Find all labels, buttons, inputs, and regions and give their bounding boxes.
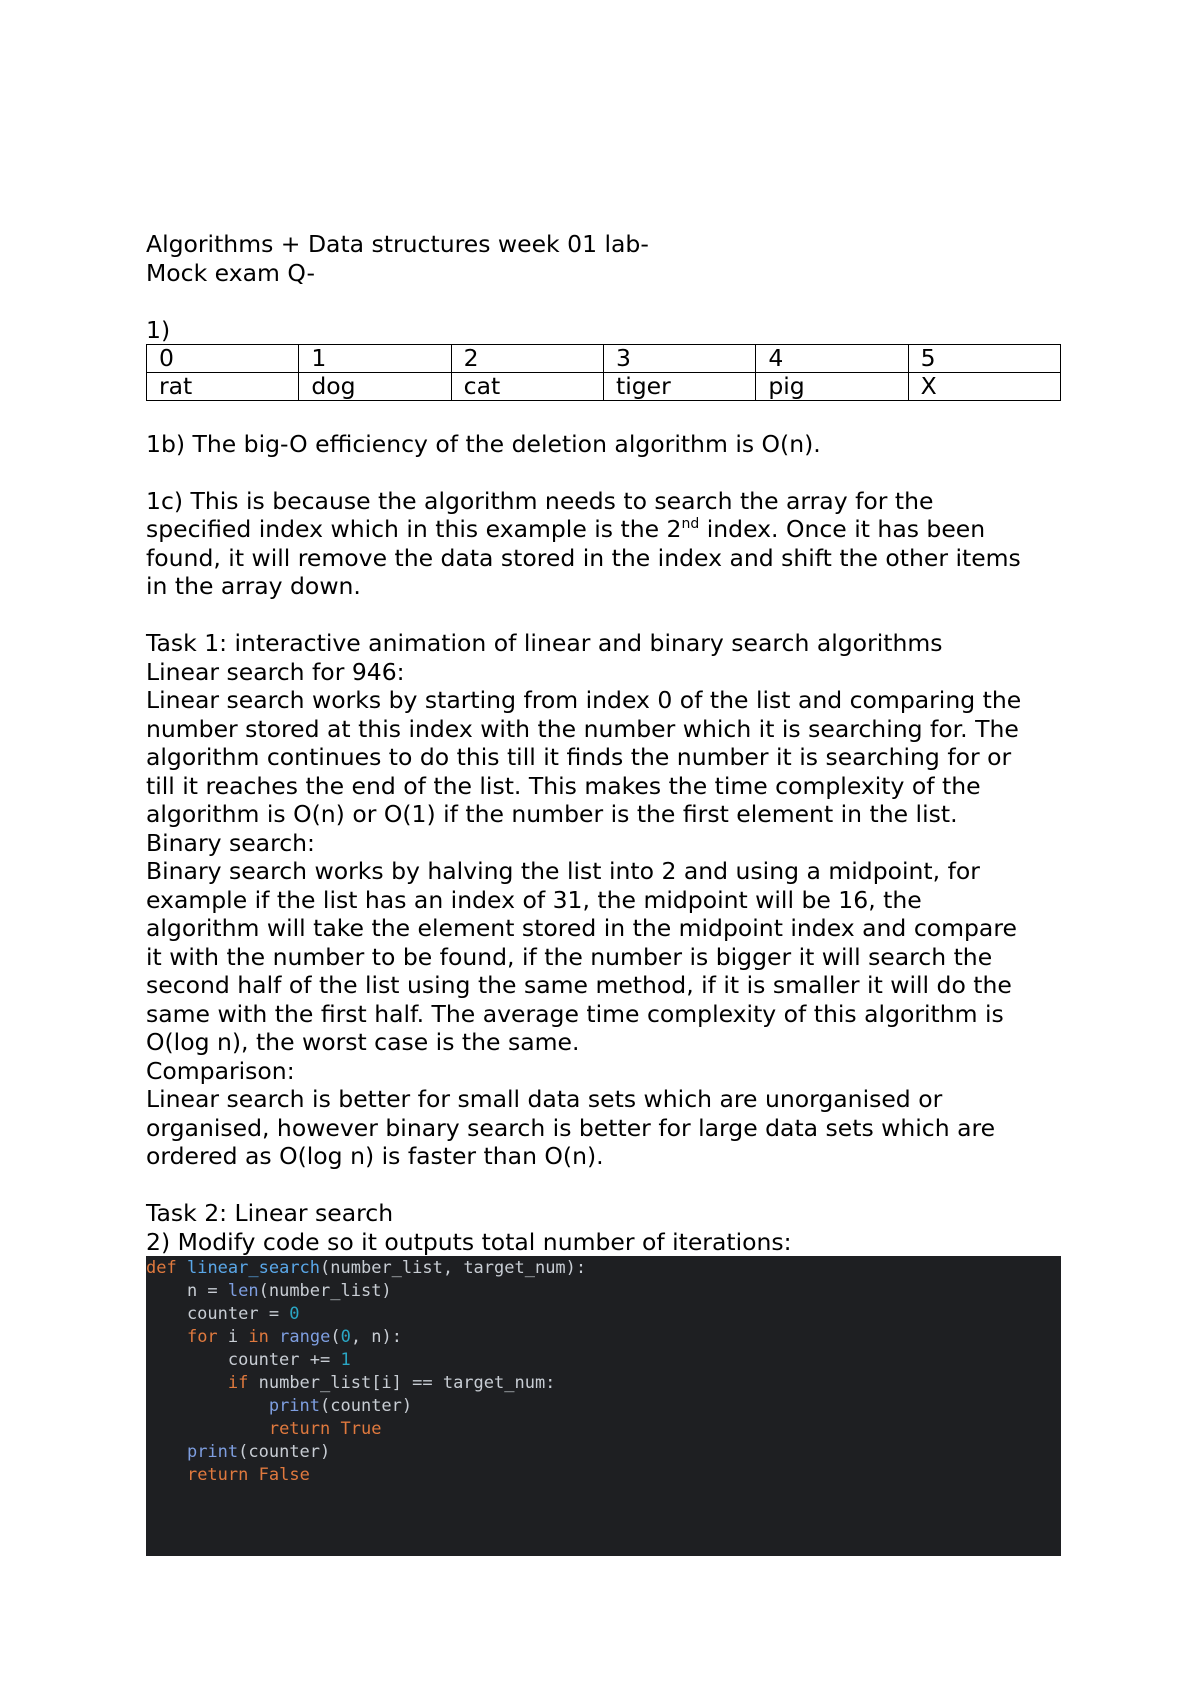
code-function-name: linear_search <box>186 1258 321 1278</box>
code-text: counter = <box>146 1304 290 1324</box>
paragraph-line: organised, however binary search is better for large data sets which are <box>146 1113 996 1142</box>
code-text: n = <box>146 1281 228 1301</box>
code-text <box>269 1327 279 1347</box>
ordinal-superscript: nd <box>681 516 700 533</box>
paragraph-line: same with the first half. The average time complexity of this algorithm is <box>146 999 1004 1028</box>
paragraph-line: number stored at this index with the number which it is searching for. The <box>146 714 1019 743</box>
answer-1c-text: index. Once it has been <box>699 515 986 543</box>
task-1-heading: Task 1: interactive animation of linear and binary search algorithms <box>146 629 943 657</box>
code-keyword: in <box>248 1327 269 1347</box>
code-line <box>146 1349 1061 1372</box>
code-line <box>146 1441 1061 1464</box>
paragraph-line: algorithm is O(n) or O(1) if the number is the first element in the list. <box>146 800 958 828</box>
code-line <box>146 1464 1061 1487</box>
answer-1c-line: in the array down. <box>146 572 361 600</box>
code-builtin: range <box>279 1327 331 1347</box>
code-keyword: True <box>340 1419 382 1439</box>
code-keyword: return <box>268 1419 331 1439</box>
code-line <box>146 1326 1061 1349</box>
code-keyword: def <box>146 1258 177 1278</box>
paragraph-line: O(log n), the worst case is the same. <box>146 1028 580 1056</box>
code-text: i <box>217 1327 249 1347</box>
code-keyword: if <box>227 1373 249 1393</box>
task-2-instruction: 2) Modify code so it outputs total number of iterations: <box>146 1227 792 1256</box>
array-value-cell: tiger <box>603 373 755 401</box>
paragraph-line: algorithm will take the element stored in the midpoint index and compare <box>146 914 1017 942</box>
document-subtitle: Mock exam Q- <box>146 258 315 287</box>
array-index-row <box>147 345 1061 373</box>
code-number: 0 <box>340 1327 351 1347</box>
code-builtin: print <box>268 1396 321 1416</box>
code-text: ( <box>330 1327 341 1347</box>
array-value-cell: pig <box>756 373 908 401</box>
binary-search-heading: Binary search: <box>146 828 315 857</box>
code-block <box>146 1256 1061 1556</box>
paragraph-line: till it reaches the end of the list. This makes the time complexity of the <box>146 771 981 800</box>
paragraph-line: example if the list has an index of 31, the midpoint will be 16, the <box>146 885 922 914</box>
array-index-cell: 1 <box>299 345 451 373</box>
array-index-cell: 2 <box>451 345 603 373</box>
paragraph-line: Binary search works by halving the list into 2 and using a midpoint, for <box>146 857 980 885</box>
code-number: 1 <box>340 1350 351 1370</box>
linear-search-paragraph <box>146 686 1061 829</box>
code-text: counter += <box>146 1350 341 1370</box>
answer-1c-text: specified index which in this example is the 2 <box>146 515 682 543</box>
paragraph-line: Linear search works by starting from index 0 of the list and comparing the <box>146 686 1022 714</box>
array-value-cell: dog <box>299 373 451 401</box>
linear-search-heading: Linear search for 946: <box>146 657 405 686</box>
paragraph-line: ordered as O(log n) is faster than O(n). <box>146 1142 604 1170</box>
answer-1b: 1b) The big-O efficiency of the deletion algorithm is O(n). <box>146 429 821 458</box>
answer-1c-line <box>146 515 1061 544</box>
code-text: (counter) <box>238 1442 331 1462</box>
task-2-heading: Task 2: Linear search <box>146 1199 394 1227</box>
code-text: (counter) <box>320 1396 413 1416</box>
code-keyword: return <box>186 1465 249 1485</box>
code-keyword: False <box>258 1465 310 1485</box>
code-line <box>146 1418 1061 1441</box>
paragraph-line: second half of the list using the same method, if it is smaller it will do the <box>146 971 1012 999</box>
answer-1c-line: 1c) This is because the algorithm needs to search the array for the <box>146 486 934 515</box>
array-value-cell: cat <box>451 373 603 401</box>
document-body <box>146 230 1061 1556</box>
array-value-cell: rat <box>147 373 299 401</box>
paragraph-line: Linear search is better for small data sets which are unorganised or <box>146 1085 943 1113</box>
answer-1c-line: found, it will remove the data stored in the index and shift the other items <box>146 543 1021 572</box>
comparison-heading: Comparison: <box>146 1056 295 1085</box>
array-index-cell: 3 <box>603 345 755 373</box>
code-text: (number_list, target_num): <box>320 1258 587 1278</box>
code-keyword: for <box>186 1327 218 1347</box>
code-text: (number_list) <box>258 1281 392 1301</box>
code-line <box>146 1303 1061 1326</box>
document-title: Algorithms + Data structures week 01 lab- <box>146 230 649 258</box>
code-builtin: len <box>227 1281 259 1301</box>
code-line <box>146 1395 1061 1418</box>
array-index-cell: 4 <box>756 345 908 373</box>
code-text: number_list[i] == target_num: <box>248 1373 556 1393</box>
code-line <box>146 1257 1061 1280</box>
array-index-cell: 0 <box>147 345 299 373</box>
code-line <box>146 1280 1061 1303</box>
answer-1c <box>146 487 1061 601</box>
array-index-cell: 5 <box>908 345 1060 373</box>
code-text: , n): <box>350 1327 402 1347</box>
code-number: 0 <box>289 1304 300 1324</box>
paragraph-line: it with the number to be found, if the number is bigger it will search the <box>146 942 993 971</box>
paragraph-line: algorithm continues to do this till it finds the number it is searching for or <box>146 743 1012 771</box>
comparison-paragraph <box>146 1085 1061 1171</box>
code-builtin: print <box>186 1442 239 1462</box>
array-value-row <box>147 373 1061 401</box>
question-1-label: 1) <box>146 315 171 344</box>
binary-search-paragraph <box>146 857 1061 1057</box>
array-table <box>146 344 1061 401</box>
code-line <box>146 1372 1061 1395</box>
array-value-cell: X <box>908 373 1060 401</box>
